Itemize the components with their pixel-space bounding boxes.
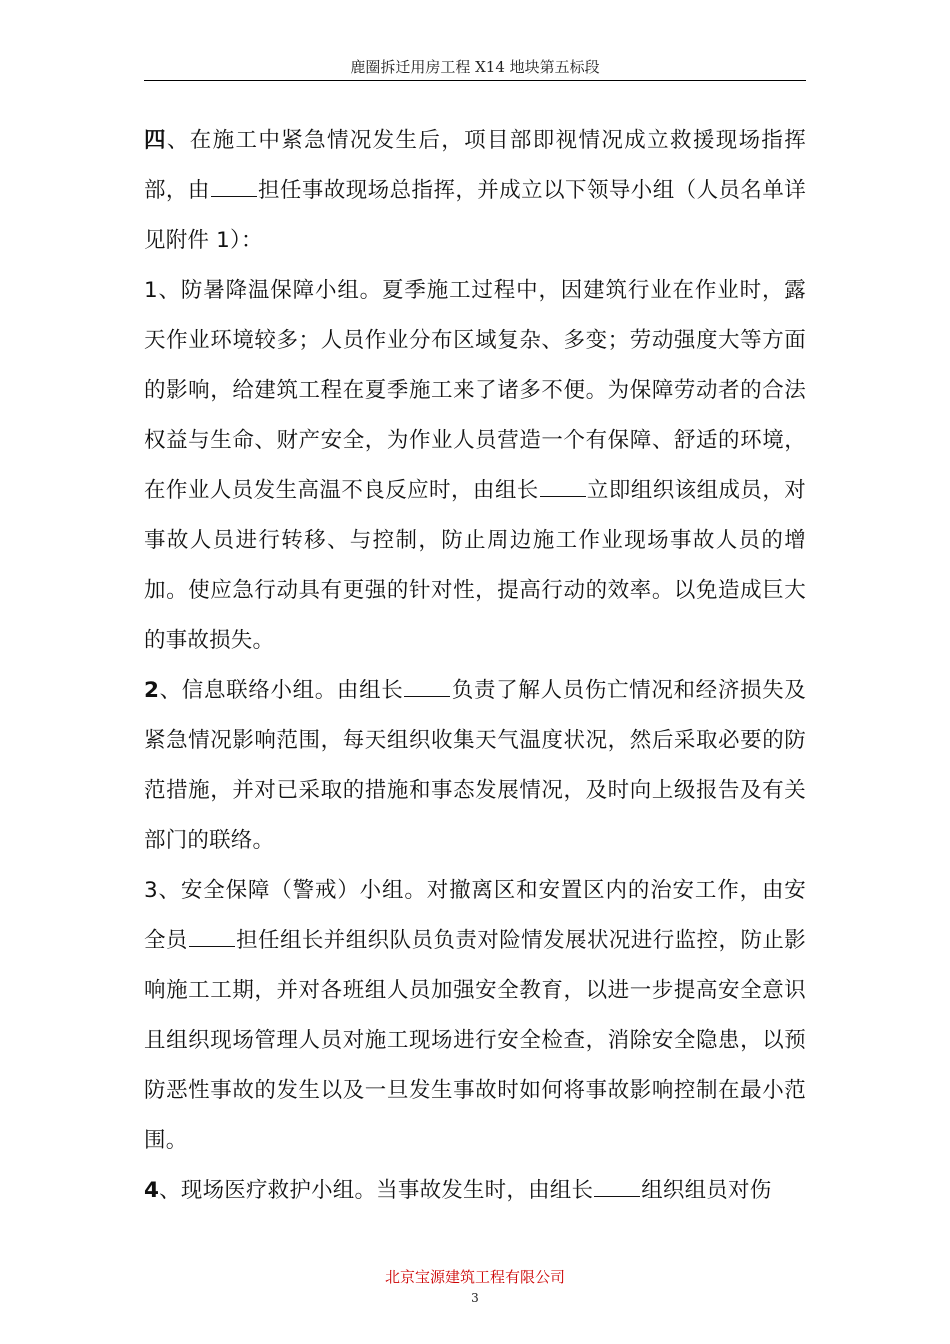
paragraph-number: 4	[144, 1178, 160, 1203]
footer-company-name: 北京宝源建筑工程有限公司	[384, 1268, 565, 1286]
paragraph-text: 、防暑降温保障小组。夏季施工过程中，因建筑行业在作业时，露天作业环境较多；人员作业分布区域复杂、多变；劳动强度大等方面的影响，给建筑工程在夏季施工来了诸多不便。为保障劳动者的合法权益与生命、财产安全，为作业人员营造一个有保障、舒适的环境，在作业人员发生高温不良反应时，由组长	[144, 278, 806, 503]
paragraph-text: 组织组员对伤	[641, 1178, 772, 1203]
fill-in-blank	[211, 177, 257, 197]
paragraph-item-3	[144, 866, 806, 1166]
page-header: 鹿圈拆迁用房工程 X14 地块第五标段	[350, 58, 600, 76]
paragraph-text: 担任组长并组织队员负责对险情发展状况进行监控，防止影响施工工期，并对各班组人员加强安全教育，以进一步提高安全意识且组织现场管理人员对施工现场进行安全检查，消除安全隐患，以预防恶性事故的发生以及一旦发生事故时如何将事故影响控制在最小范围。	[144, 928, 806, 1153]
fill-in-blank	[594, 1177, 640, 1197]
document-body	[144, 116, 806, 1216]
paragraph-text: 立即组织该组成员，对事故人员进行转移、与控制，防止周边施工作业现场事故人员的增加。使应急行动具有更强的针对性，提高行动的效率。以免造成巨大的事故损失。	[144, 478, 806, 653]
paragraph-text: 负责了解人员伤亡情况和经济损失及紧急情况影响范围，每天组织收集天气温度状况，然后采取必要的防范措施，并对已采取的措施和事态发展情况，及时向上级报告及有关部门的联络。	[144, 678, 807, 853]
paragraph-number: 3	[144, 878, 158, 903]
paragraph-item-1	[144, 266, 806, 666]
paragraph-number: 1	[144, 278, 158, 303]
paragraph-text: 、在施工中紧急情况发生后，项目部即视情况成立救援现场指挥部，由	[144, 128, 806, 203]
paragraph-text: 担任事故现场总指挥，并成立以下领导小组（人员名单详见附件 1）：	[144, 178, 806, 253]
paragraph-text: 、现场医疗救护小组。当事故发生时，由组长	[159, 1178, 594, 1203]
fill-in-blank	[404, 677, 450, 697]
header-divider	[144, 80, 806, 81]
page-number: 3	[471, 1291, 479, 1305]
paragraph-text: 、信息联络小组。由组长	[159, 678, 404, 703]
paragraph-number: 四	[144, 128, 167, 153]
paragraph-section-four	[144, 116, 806, 266]
paragraph-item-4	[144, 1166, 806, 1216]
fill-in-blank	[540, 477, 586, 497]
fill-in-blank	[189, 927, 235, 947]
paragraph-item-2	[144, 666, 806, 866]
paragraph-text: 、安全保障（警戒）小组。对撤离区和安置区内的治安工作，由安全员	[144, 878, 806, 953]
paragraph-number: 2	[144, 678, 160, 703]
